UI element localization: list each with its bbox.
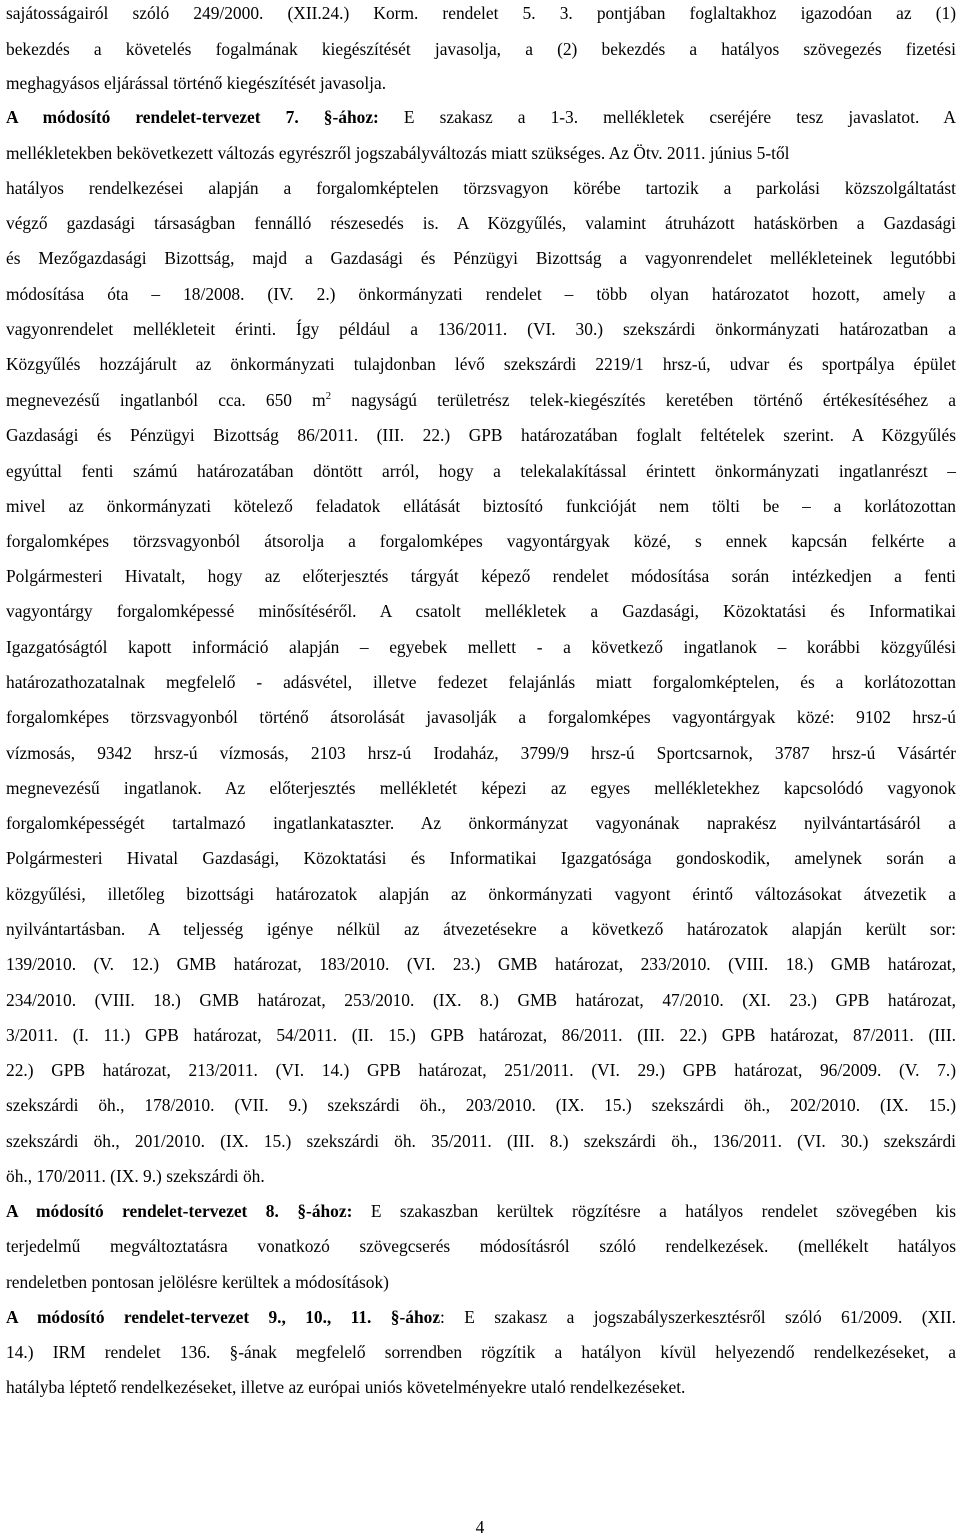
text-run: bekezdés a követelés fogalmának kiegészítését javasolja, a (2) bekezdés a hatályos szövegezés fizetési [6,39,956,59]
text-run [371,1307,390,1327]
text-run: és Mezőgazdasági Bizottság, majd a Gazdasági és Pénzügyi Bizottság a vagyonrendelet mellékleteinek legutóbbi [6,248,956,268]
text-run: 3/2011. (I. 11.) GPB határozat, 54/2011. (II. 15.) GPB határozat, 86/2011. (III. 22.) GPB határozat, 87/2011. (III. [6,1025,956,1045]
text-run: E szakasz a 1-3. mellékletek cseréjére tesz javaslatot. A [378,107,956,127]
text-line [6,1376,956,1398]
text-run: Közgyűlés hozzájárult az önkormányzati tulajdonban lévő szekszárdi 2219/1 hrsz-ú, udvar és sportpálya épület [6,354,956,374]
text-run: Polgármesteri Hivatalt, hogy az előterjesztés tárgyát képező rendelet módosítása során intézkedjen a fenti [6,566,956,586]
text-run: Gazdasági és Pénzügyi Bizottság 86/2011. (III. 22.) GPB határozatában foglalt feltételek szerint. A Közgyűlés [6,425,956,445]
text-run: megnevezésű ingatlanok. Az előterjesztés mellékletét képezi az egyes mellékletekhez kapcsolódó vagyonok [6,778,956,798]
text-line [6,1306,956,1328]
text-line [6,742,956,764]
text-line [6,671,956,693]
text-run: forgalomképes törzsvagyonból átsorolja a forgalomképes vagyontárgyak közé, s ennek kapcsán felkérte a [6,531,956,551]
text-line [6,530,956,552]
text-line [6,389,956,411]
text-line [6,318,956,340]
text-line [6,918,956,940]
text-line [6,1271,956,1293]
text-run: E szakaszban kerültek rögzítésre a hatályos rendelet szövegében kis [352,1201,956,1221]
text-line [6,777,956,799]
text-line [6,1341,956,1363]
text-run: közgyűlési, illetőleg bizottsági határozatok alapján az önkormányzati vagyont érintő változásokat átvezetik a [6,884,956,904]
text-line [6,247,956,269]
text-line [6,177,956,199]
text-line [6,2,956,24]
text-run: nagyságú területrész telek-kiegészítés keretében történő értékesítéséhez a [331,390,956,410]
text-line [6,495,956,517]
text-line [6,142,956,164]
bold-text: §-ához: [323,107,379,127]
text-run: forgalomképes törzsvagyonból történő átsorolását javasolják a forgalomképes vagyontárgyak közé: 9102 hrsz-ú [6,707,956,727]
text-line [6,1059,956,1081]
bold-text: A módosító rendelet-tervezet 8. [6,1201,279,1221]
text-run [299,107,324,127]
text-line [6,883,956,905]
text-line [6,72,956,94]
text-run: szekszárdi öh., 201/2010. (IX. 15.) szekszárdi öh. 35/2011. (III. 8.) szekszárdi öh., 136/2011. (VI. 30.) szekszárdi [6,1131,956,1151]
bold-text: §-ához: [297,1201,353,1221]
text-line [6,460,956,482]
text-line [6,1130,956,1152]
text-run: terjedelmű megváltoztatásra vonatkozó szövegcserés módosításról szóló rendelkezések. (mellékelt hatályos [6,1236,956,1256]
text-line [6,106,956,128]
text-line [6,353,956,375]
text-line [6,1200,956,1222]
text-line [6,600,956,622]
text-run: sajátosságairól szóló 249/2000. (XII.24.) Korm. rendelet 5. 3. pontjában foglaltakhoz igazodóan az (1) [6,3,956,23]
text-run: 139/2010. (V. 12.) GMB határozat, 183/2010. (VI. 23.) GMB határozat, 233/2010. (VIII. 18.) GMB határozat, [6,954,956,974]
text-line [6,565,956,587]
text-run: mellékletekben bekövetkezett változás egyrészről jogszabályváltozás miatt szükséges. Az Ötv. 2011. június 5-től [6,143,790,163]
text-run: hatályba léptető rendelkezéseket, illetve az európai uniós követelményekre utaló rendelkezéseket. [6,1377,686,1397]
text-line [6,424,956,446]
text-run: egyúttal fenti számú határozatában döntött arról, hogy a telekalakítással érintett önkormányzati ingatlanrészt – [6,461,956,481]
text-line [6,812,956,834]
page-number: 4 [475,1517,485,1537]
text-line [6,212,956,234]
text-line [6,636,956,658]
text-run: rendeletben pontosan jelölésre kerültek a módosítások) [6,1272,389,1292]
text-run: megnevezésű ingatlanból cca. 650 m [6,390,326,410]
text-line [6,283,956,305]
text-run: vízmosás, 9342 hrsz-ú vízmosás, 2103 hrsz-ú Irodaház, 3799/9 hrsz-ú Sportcsarnok, 3787 hrsz-ú Vásártér [6,743,956,763]
text-line [6,38,956,60]
text-run: határozathozatalnak megfelelő - adásvétel, illetve fedezet felajánlás miatt forgalomképtelen, és a korlátozottan [6,672,956,692]
text-line [6,847,956,869]
text-run: végző gazdasági társaságban fennálló részesedés is. A Közgyűlés, valamint átruházott hatáskörben a Gazdasági [6,213,956,233]
text-run: forgalomképességét tartalmazó ingatlankataszter. Az önkormányzat vagyonának naprakész nyilvántartásáról a [6,813,956,833]
text-run: szekszárdi öh., 178/2010. (VII. 9.) szekszárdi öh., 203/2010. (IX. 15.) szekszárdi öh., 202/2010. (IX. 15.) [6,1095,956,1115]
text-run: meghagyásos eljárással történő kiegészítését javasolja. [6,73,387,93]
text-run: Igazgatóságtól kapott információ alapján – egyebek mellett - a következő ingatlanok – korábbi közgyűlési [6,637,956,657]
text-run: vagyonrendelet mellékleteit érinti. Így például a 136/2011. (VI. 30.) szekszárdi önkormányzati határozatban a [6,319,956,339]
text-run: 234/2010. (VIII. 18.) GMB határozat, 253/2010. (IX. 8.) GMB határozat, 47/2010. (XI. 23.) GPB határozat, [6,990,956,1010]
text-line [6,1094,956,1116]
text-line [6,989,956,1011]
text-run: mivel az önkormányzati kötelező feladatok ellátását biztosító funkcióját nem tölti be – a korlátozottan [6,496,956,516]
superscript: 2 [325,390,332,403]
text-line [6,706,956,728]
text-run: Polgármesteri Hivatal Gazdasági, Közoktatási és Informatikai Igazgatósága gondoskodik, amelynek során a [6,848,956,868]
text-run: hatályos rendelkezései alapján a forgalomképtelen törzsvagyon körébe tartozik a parkolási közszolgáltatást [6,178,956,198]
text-run: 22.) GPB határozat, 213/2011. (VI. 14.) GPB határozat, 251/2011. (VI. 29.) GPB határozat, 96/2009. (V. 7.) [6,1060,956,1080]
text-run: nyilvántartásban. A teljesség igénye nélkül az átvezetésekre a következő határozatok alapján került sor: [6,919,956,939]
text-run [279,1201,297,1221]
text-run: vagyontárgy forgalomképessé minősítéséről. A csatolt mellékletek a Gazdasági, Közoktatási és Informatikai [6,601,956,621]
text-line [6,1165,956,1187]
text-run: 14.) IRM rendelet 136. §-ának megfelelő sorrendben rögzítik a hatályon kívül helyezendő rendelkezéseket, a [6,1342,956,1362]
text-line [6,1024,956,1046]
bold-text: A módosító rendelet-tervezet 7. [6,107,299,127]
text-run: módosítása óta – 18/2008. (IV. 2.) önkormányzati rendelet – több olyan határozatot hozott, amely a [6,284,956,304]
text-run: : E szakasz a jogszabályszerkesztésről szóló 61/2009. (XII. [440,1307,956,1327]
text-run: öh., 170/2011. (IX. 9.) szekszárdi öh. [6,1166,265,1186]
text-line [6,953,956,975]
bold-text: §-ához [390,1307,441,1327]
bold-text: A módosító rendelet-tervezet 9., 10., 11. [6,1307,372,1327]
text-line [6,1235,956,1257]
